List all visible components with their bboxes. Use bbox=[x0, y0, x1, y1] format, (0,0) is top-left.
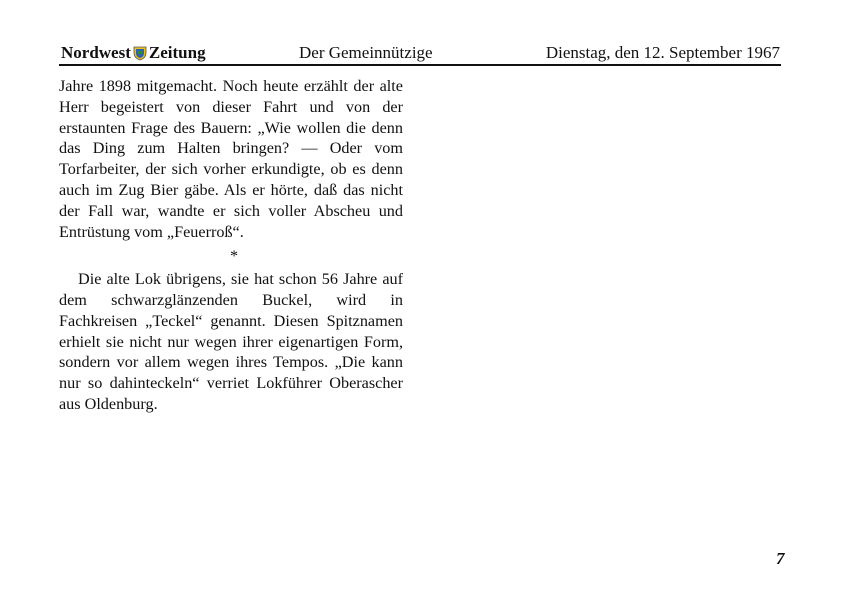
section-title: Der Gemeinnützige bbox=[299, 43, 433, 62]
issue-date: Dienstag, den 12. September 1967 bbox=[545, 43, 780, 62]
page-header bbox=[59, 40, 781, 66]
brand-name-second: Zeitung bbox=[148, 43, 206, 62]
article-paragraph: Jahre 1898 mitgemacht. Noch heute erzählt der alte Herr begeistert von dieser Fahrt und von der erstaunten Frage des Bauern: „Wie wollen die denn das Ding zum Halten bringen? — Oder vom Torfarbeiter, der sich vorher erkundigte, ob es denn auch im Zug Bier gäbe. Als er hörte, daß das nicht der Fall war, wandte er sich voller Abscheu und Entrüstung vom „Feuerroß“. bbox=[59, 77, 403, 241]
masthead-brand bbox=[61, 43, 206, 63]
brand-name-first: Nordwest bbox=[61, 43, 131, 62]
section-separator: * bbox=[229, 247, 239, 266]
page-number: 7 bbox=[776, 549, 785, 568]
article-paragraph: Die alte Lok übrigens, sie hat schon 56 Jahre auf dem schwarzglänzenden Buckel, wird in Fachkreisen „Teckel“ genannt. Diesen Spitznamen erhielt sie nicht nur wegen ihrer eigenartigen Form, sondern vor allem wegen ihres Tempos. „Die kann nur so dahinteckeln“ verriet Lokführer Oberascher aus Oldenburg. bbox=[59, 270, 403, 413]
coat-of-arms-icon bbox=[133, 46, 147, 61]
article-column bbox=[59, 76, 403, 415]
